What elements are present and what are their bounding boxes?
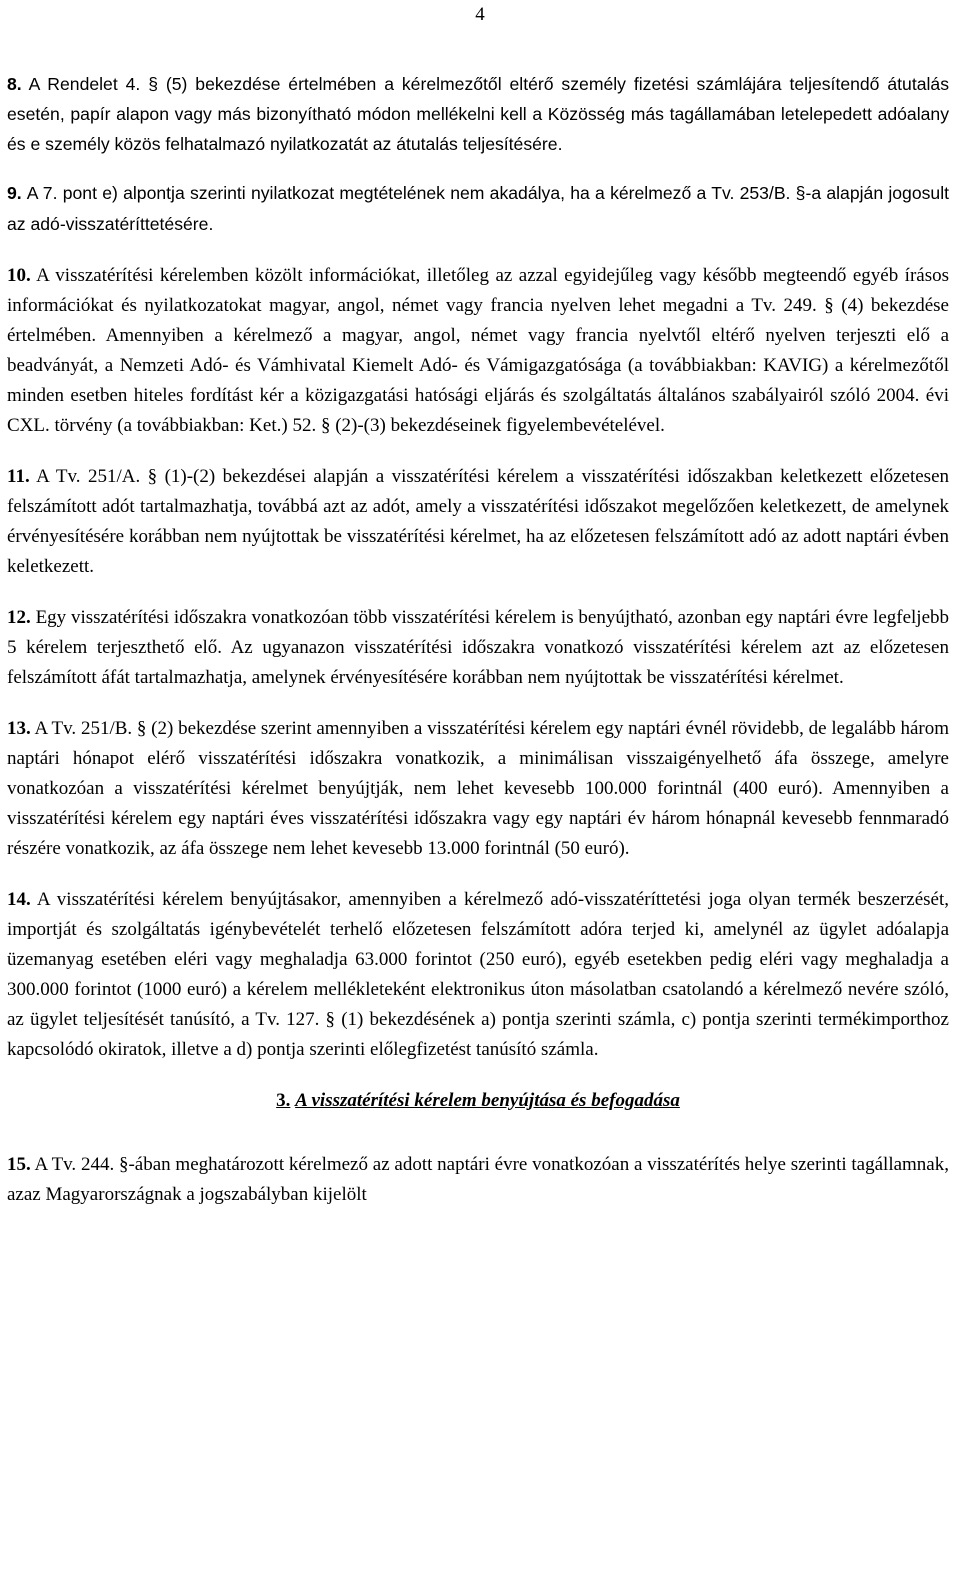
paragraph-11 — [7, 462, 949, 582]
paragraph-number: 8. — [7, 74, 22, 94]
paragraph-14 — [7, 885, 949, 1065]
paragraph-number: 13. — [7, 718, 31, 739]
paragraph-number: 9. — [7, 183, 22, 203]
section-number: 3. — [276, 1090, 291, 1111]
page-number — [0, 4, 960, 26]
paragraph-text: Egy visszatérítési időszakra vonatkozóan több visszatérítési kérelem is benyújtható, azonban egy naptári évre legfeljebb 5 kérelem terjeszthető elő. Az ugyanazon visszatérítési időszakra vonatkozó visszatérítési kérelem azt az előzetesen felszámított áfát tartalmazhatja, amelynek érvényesítésére korábban nem nyújtottak be visszatérítési kérelmet. — [7, 607, 950, 688]
paragraph-text: A 7. pont e) alpontja szerinti nyilatkozat megtételének nem akadálya, ha a kérelmező a Tv. 253/B. §-a alapján jogosult az adó-visszatéríttetésére. — [7, 183, 949, 234]
paragraph-text: A Tv. 251/B. § (2) bekezdése szerint amennyiben a visszatérítési kérelem egy naptári évnél rövidebb, de legalább három naptári hónapot elérő visszatérítési időszakra vonatkozik, a minimálisan visszaigényelhető áfa összege, amelyre vonatkozóan a visszatérítési kérelmet benyújtják, nem lehet kevesebb 100.000 forintnál (400 euró). Amennyiben a visszatérítési kérelem egy naptári éves visszatérítési időszakra vagy egy naptári év három hónapnál kevesebb fennmaradó részére vonatkozik, az áfa összege nem lehet kevesebb 13.000 forintnál (50 euró). — [7, 718, 949, 859]
paragraph-number: 12. — [7, 607, 31, 628]
paragraph-text: A visszatérítési kérelem benyújtásakor, amennyiben a kérelmező adó-visszatéríttetési joga olyan termék beszerzését, importját és szolgáltatás igénybevételét terhelő előzetesen felszámított adóra terjed ki, amelynél az ügylet adóalapja üzemanyag esetében eléri vagy meghaladja 63.000 forintot (250 euró), egyéb esetekben pedig eléri vagy meghaladja a 300.000 forintot (1000 euró) a kérelem mellékleteként elektronikus úton másolatban csatolandó a kérelmező nevére szóló, az ügylet teljesítését tanúsító, a Tv. 127. § (1) bekezdésének a) pontja szerinti számla, c) pontja szerinti termékimporthoz kapcsolódó okiratok, illetve a d) pontja szerinti előlegfizetést tanúsító számla. — [7, 889, 949, 1060]
paragraph-text: A Rendelet 4. § (5) bekezdése értelmében a kérelmezőtől eltérő személy fizetési számlájára teljesítendő átutalás esetén, papír alapon vagy más bizonyítható módon mellékelni kell a Közösség más tagállamában letelepedett adóalany és e személy közös felhatalmazó nyilatkozatát az átutalás teljesítésére. — [7, 74, 949, 154]
paragraph-10 — [7, 261, 949, 441]
paragraph-13 — [7, 714, 949, 864]
paragraph-number: 14. — [7, 889, 31, 910]
paragraph-text: A Tv. 244. §-ában meghatározott kérelmező az adott naptári évre vonatkozóan a visszatérítés helye szerinti tagállamnak, azaz Magyarországnak a jogszabályban kijelölt — [7, 1154, 949, 1205]
paragraph-number: 11. — [7, 466, 30, 487]
paragraph-text: A visszatérítési kérelemben közölt információkat, illetőleg az azzal egyidejűleg vagy később megteendő egyéb írásos információkat és nyilatkozatokat magyar, angol, német vagy francia nyelven lehet megadni a Tv. 249. § (4) bekezdése értelmében. Amennyiben a kérelmező a magyar, angol, német vagy francia nyelvtől eltérő nyelven terjeszti elő a beadványát, a Nemzeti Adó- és Vámhivatal Kiemelt Adó- és Vámigazgatósága (a továbbiakban: KAVIG) a kérelmezőtől minden esetben hiteles fordítást kér a közigazgatási hatósági eljárás és szolgáltatás általános szabályairól szóló 2004. évi CXL. törvény (a továbbiakban: Ket.) 52. § (2)-(3) bekezdéseinek figyelembevételével. — [7, 265, 949, 436]
section-title: A visszatérítési kérelem benyújtása és befogadása — [295, 1090, 680, 1111]
paragraph-number: 15. — [7, 1154, 31, 1175]
paragraph-8 — [7, 69, 949, 159]
paragraph-number: 10. — [7, 265, 31, 286]
paragraph-12 — [7, 603, 949, 693]
page-number-text: 4 — [475, 4, 485, 25]
section-heading — [7, 1086, 949, 1116]
paragraph-9 — [7, 178, 949, 240]
paragraph-text: A Tv. 251/A. § (1)-(2) bekezdései alapján a visszatérítési kérelem a visszatérítési időszakban keletkezett előzetesen felszámított adót tartalmazhatja, továbbá azt az adót, amely a visszatérítési időszakot megelőzően keletkezett, de amelynek érvényesítésére korábban nem nyújtottak be visszatérítési kérelmet, ha az előzetesen felszámított adó az adott naptári évben keletkezett. — [7, 466, 950, 577]
document-body — [7, 69, 949, 1231]
paragraph-15 — [7, 1150, 949, 1210]
